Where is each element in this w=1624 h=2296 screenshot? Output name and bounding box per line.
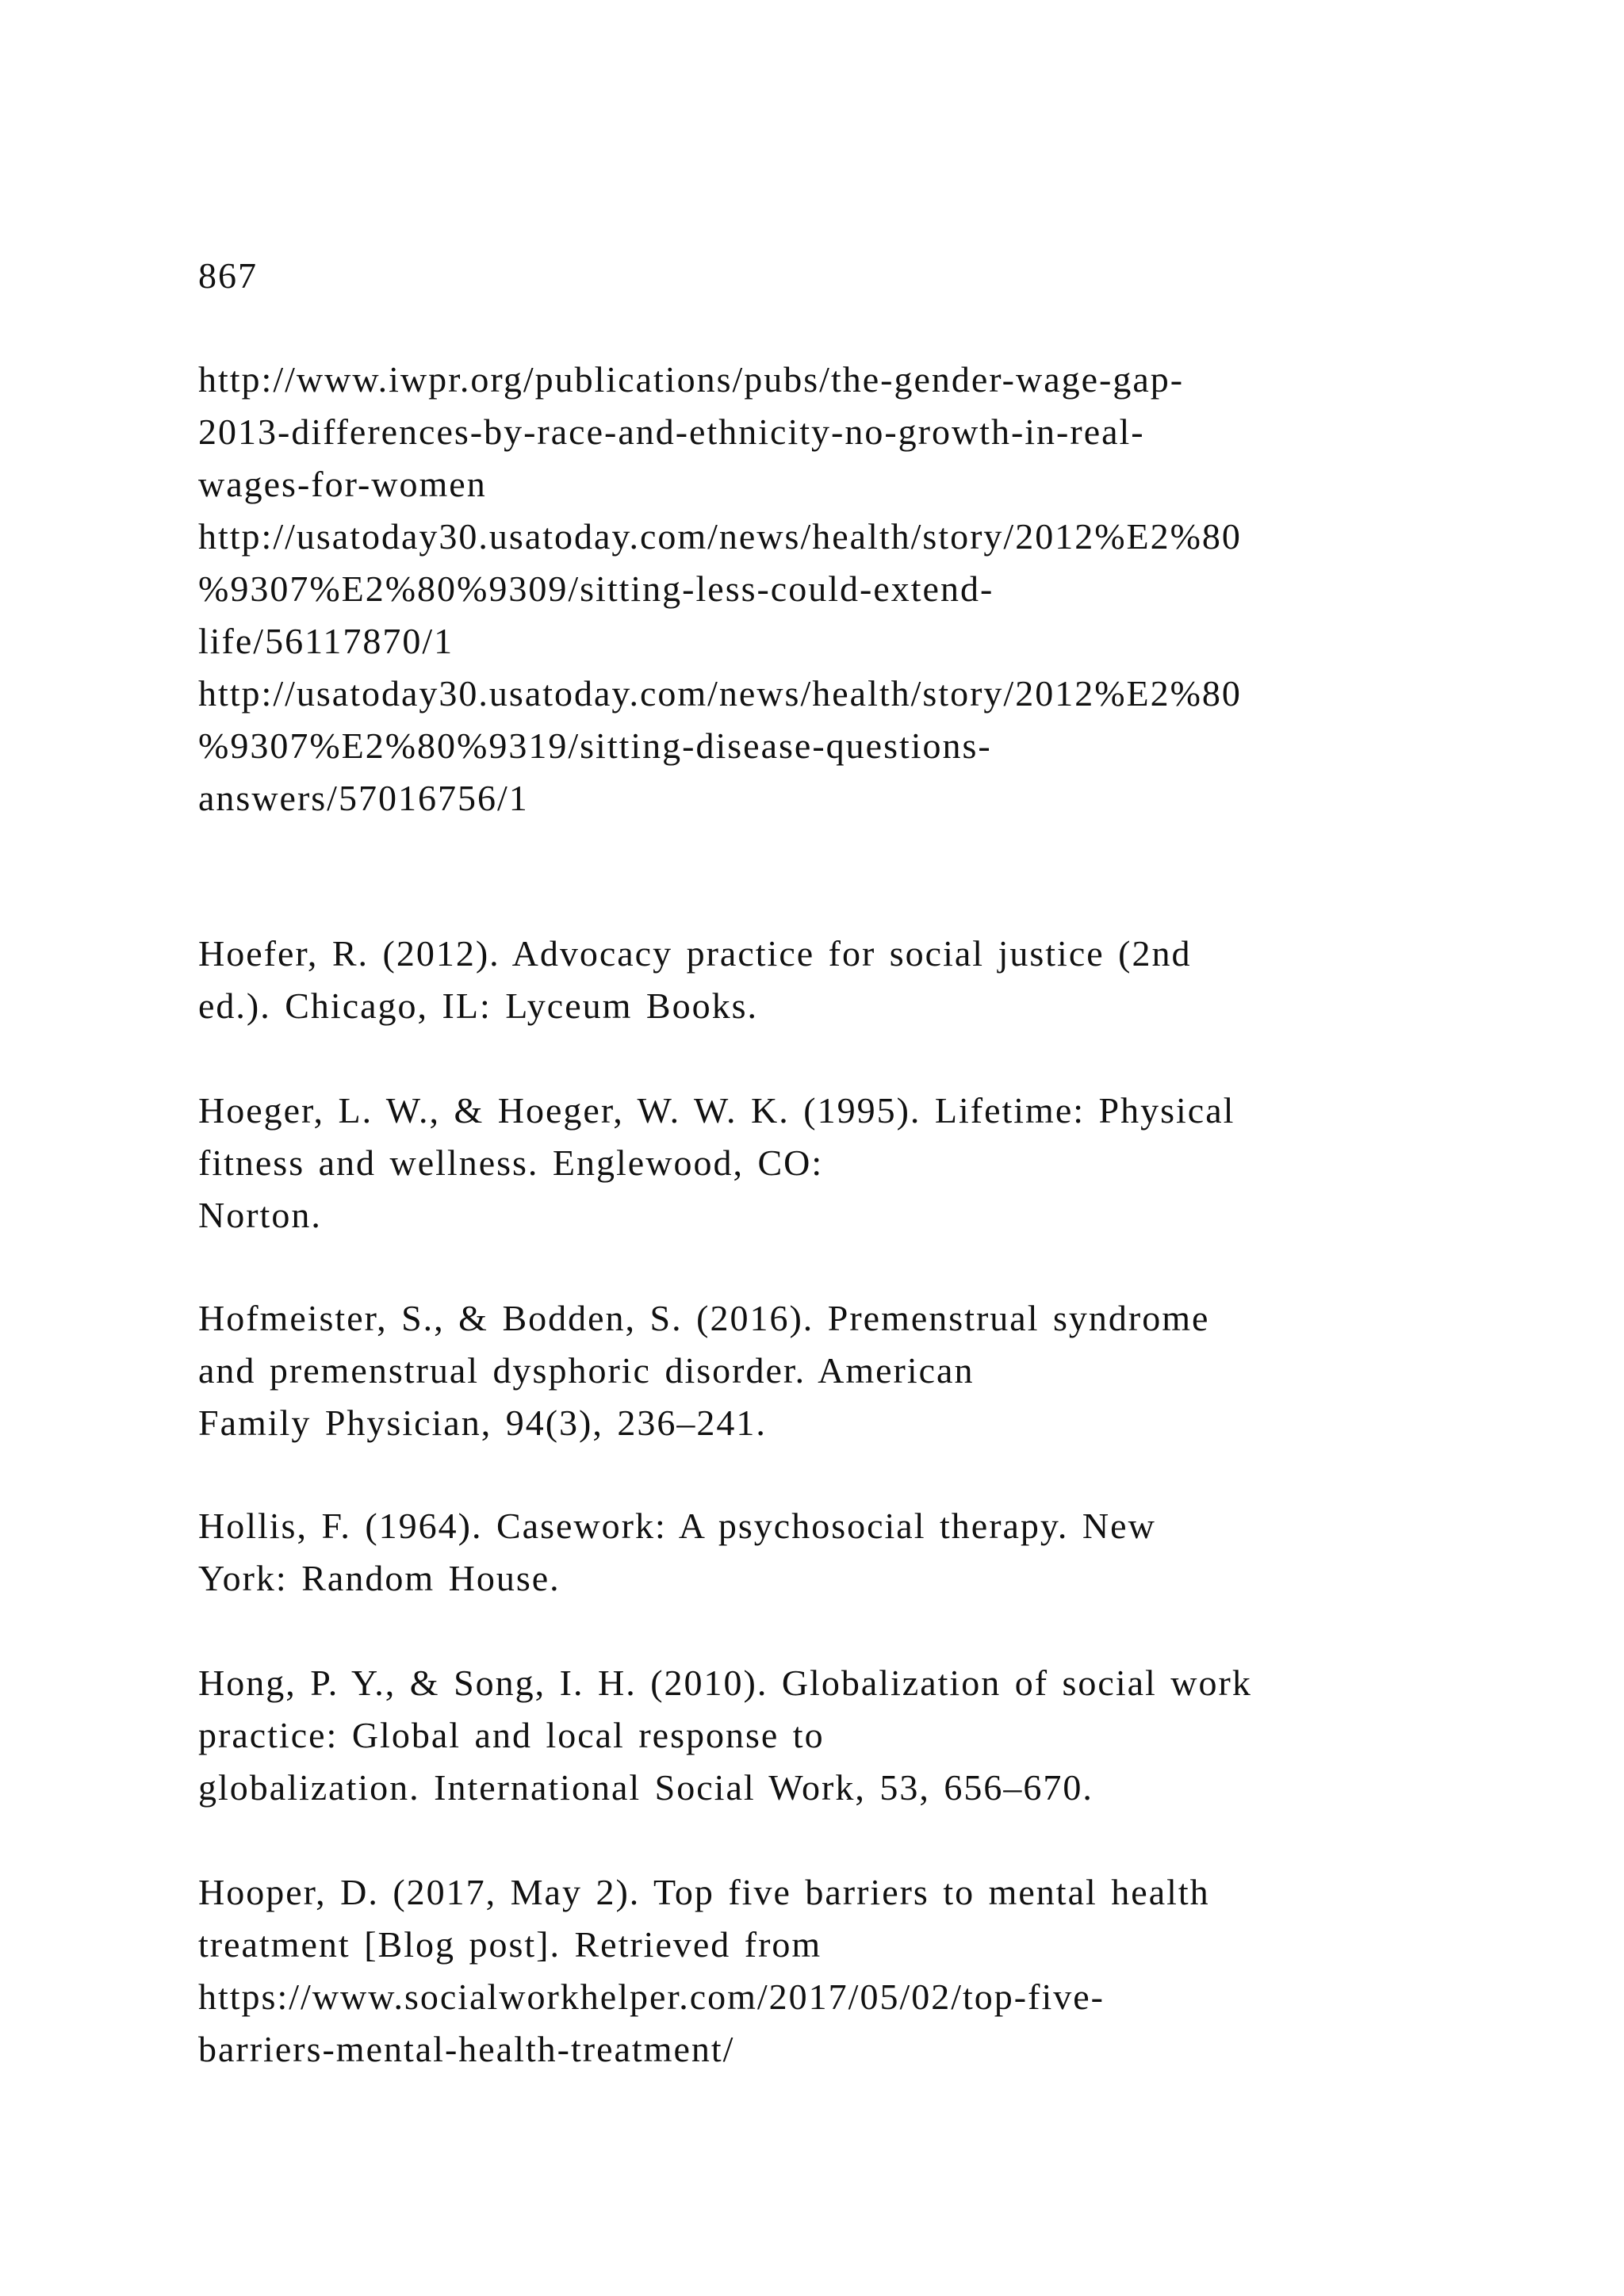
reference-line: practice: Global and local response to	[198, 1715, 825, 1755]
url-line: http://usatoday30.usatoday.com/news/health/story/2012%E2%80	[198, 516, 1242, 557]
reference-line: globalization. International Social Work, 53, 656–670.	[198, 1767, 1094, 1808]
reference-line: York: Random House.	[198, 1558, 561, 1598]
url-line: %9307%E2%80%9319/sitting-disease-questions-	[198, 725, 992, 766]
reference-line: Hofmeister, S., & Bodden, S. (2016). Premenstrual syndrome	[198, 1298, 1210, 1338]
url-line: life/56117870/1	[198, 621, 454, 661]
reference-line: and premenstrual dysphoric disorder. American	[198, 1350, 975, 1391]
url-line: answers/57016756/1	[198, 778, 529, 818]
reference-line: Norton.	[198, 1195, 322, 1235]
reference-line: treatment [Blog post]. Retrieved from	[198, 1924, 822, 1965]
reference-line: Hong, P. Y., & Song, I. H. (2010). Globalization of social work	[198, 1663, 1252, 1703]
url-line: %9307%E2%80%9309/sitting-less-could-extend-	[198, 568, 994, 609]
document-page	[198, 0, 1507, 2296]
url-line: http://www.iwpr.org/publications/pubs/the-gender-wage-gap-	[198, 359, 1185, 400]
reference-line: Hollis, F. (1964). Casework: A psychosocial therapy. New	[198, 1506, 1156, 1546]
reference-line: Hoefer, R. (2012). Advocacy practice for social justice (2nd	[198, 933, 1192, 974]
url-line: 2013-differences-by-race-and-ethnicity-no-growth-in-real-	[198, 411, 1145, 452]
url-line: wages-for-women	[198, 464, 487, 504]
reference-line: fitness and wellness. Englewood, CO:	[198, 1142, 824, 1183]
reference-line: ed.). Chicago, IL: Lyceum Books.	[198, 985, 758, 1026]
reference-line: Hoeger, L. W., & Hoeger, W. W. K. (1995). Lifetime: Physical	[198, 1090, 1235, 1131]
url-line: http://usatoday30.usatoday.com/news/health/story/2012%E2%80	[198, 673, 1242, 714]
page-number: 867	[198, 255, 258, 296]
reference-line: Hooper, D. (2017, May 2). Top five barriers to mental health	[198, 1872, 1210, 1912]
reference-url-line: barriers-mental-health-treatment/	[198, 2029, 735, 2069]
reference-url-line: https://www.socialworkhelper.com/2017/05/02/top-five-	[198, 1976, 1105, 2017]
reference-line: Family Physician, 94(3), 236–241.	[198, 1402, 767, 1443]
